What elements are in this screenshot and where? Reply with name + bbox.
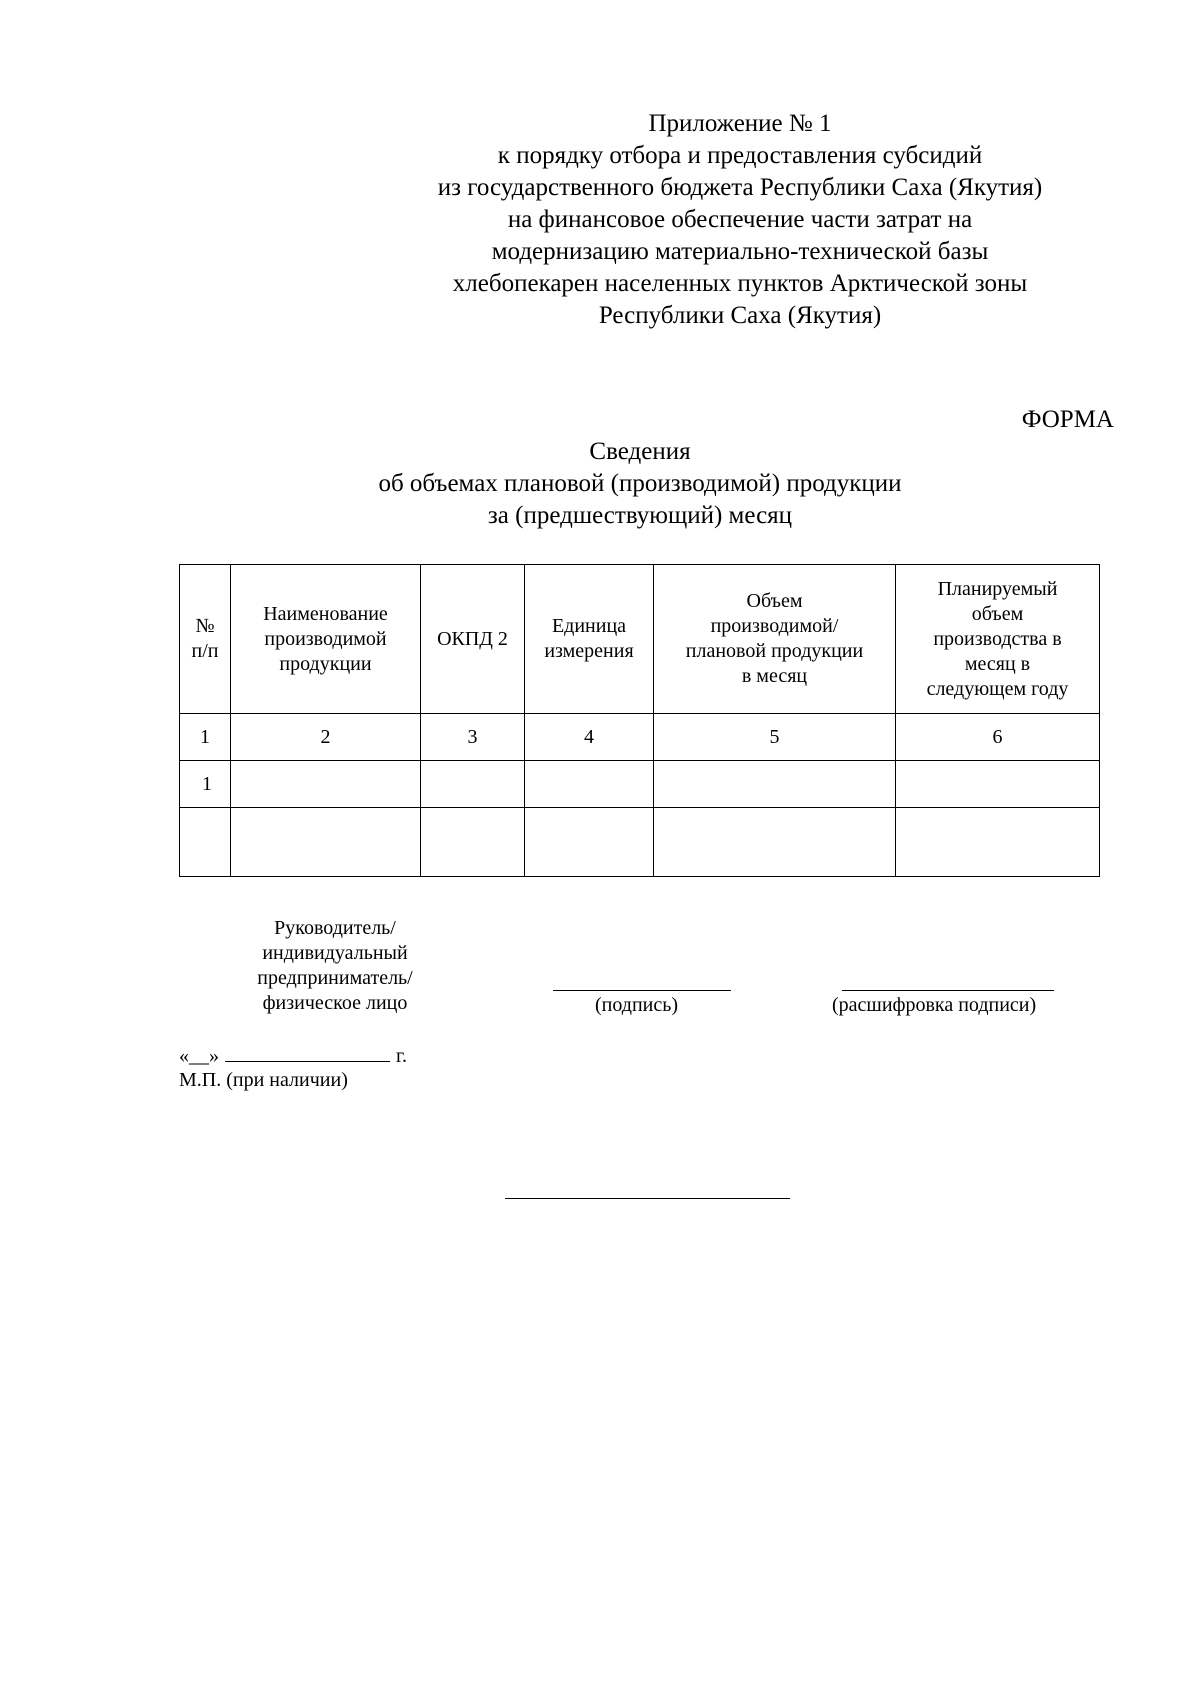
appendix-line: Приложение № 1 — [648, 110, 832, 137]
column-number: 5 — [654, 714, 896, 761]
appendix-line: Республики Саха (Якутия) — [598, 302, 882, 329]
table-column-number-row — [180, 714, 1100, 761]
role-line: предприниматель/ — [257, 967, 413, 989]
title-line: Сведения — [589, 438, 691, 465]
table-cell[interactable] — [654, 808, 896, 877]
column-number: 6 — [896, 714, 1100, 761]
table-header-row — [180, 565, 1100, 714]
header-cell-product-name: Наименование производимой продукции — [231, 565, 421, 714]
table-cell[interactable] — [180, 808, 231, 877]
header-cell-number: № п/п — [180, 565, 231, 714]
table-cell[interactable] — [896, 761, 1100, 808]
signatory-role — [230, 916, 440, 1016]
column-number: 2 — [231, 714, 421, 761]
appendix-block — [380, 108, 1100, 332]
table-cell[interactable] — [654, 761, 896, 808]
document-title — [330, 436, 950, 532]
date-day[interactable]: «__» — [179, 1045, 219, 1067]
role-line: физическое лицо — [262, 992, 408, 1014]
production-table — [179, 564, 1100, 877]
divider — [505, 1198, 790, 1199]
signature-caption: (подпись) — [595, 994, 679, 1016]
role-line: индивидуальный — [262, 942, 408, 964]
table-cell[interactable]: 1 — [180, 761, 231, 808]
appendix-line: модернизацию материально-технической базы — [491, 238, 989, 265]
table-cell[interactable] — [421, 761, 525, 808]
appendix-line: из государственного бюджета Республики Саха (Якутия) — [437, 174, 1043, 201]
header-cell-planned-volume: Планируемый объем производства в месяц в следующем году — [896, 565, 1100, 714]
column-number: 3 — [421, 714, 525, 761]
table-cell[interactable] — [896, 808, 1100, 877]
appendix-line: к порядку отбора и предоставления субсидий — [497, 142, 983, 169]
stamp-label: М.П. (при наличии) — [179, 1069, 348, 1091]
date-year-suffix: г. — [396, 1045, 407, 1067]
table-row — [180, 761, 1100, 808]
role-line: Руководитель/ — [274, 917, 396, 939]
form-label: ФОРМА — [1021, 406, 1114, 433]
signature-decoding-caption: (расшифровка подписи) — [832, 994, 1037, 1016]
column-number: 1 — [180, 714, 231, 761]
appendix-line: хлебопекарен населенных пунктов Арктической зоны — [452, 270, 1028, 297]
table-cell[interactable] — [525, 761, 654, 808]
column-number: 4 — [525, 714, 654, 761]
header-cell-volume: Объем производимой/ плановой продукции в месяц — [654, 565, 896, 714]
title-line: об объемах плановой (производимой) продукции — [378, 470, 902, 497]
table-cell[interactable] — [231, 761, 421, 808]
header-cell-okpd: ОКПД 2 — [421, 565, 525, 714]
table-cell[interactable] — [421, 808, 525, 877]
date-blank-line[interactable] — [225, 1043, 390, 1062]
table-row — [180, 808, 1100, 877]
signature-decoding-line[interactable] — [842, 990, 1054, 991]
signature-line[interactable] — [553, 990, 731, 991]
title-line: за (предшествующий) месяц — [487, 502, 793, 529]
date-field — [179, 1043, 407, 1069]
header-cell-unit: Единица измерения — [525, 565, 654, 714]
table-cell[interactable] — [231, 808, 421, 877]
table-cell[interactable] — [525, 808, 654, 877]
appendix-line: на финансовое обеспечение части затрат на — [507, 206, 973, 233]
